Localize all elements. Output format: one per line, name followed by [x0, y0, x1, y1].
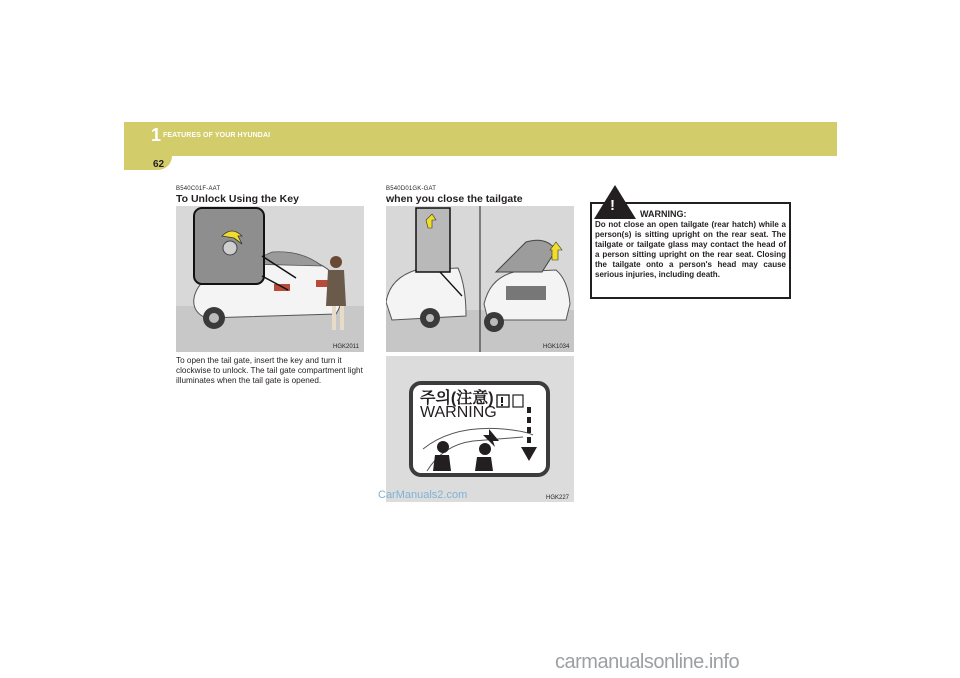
- warning-sticker-korean: 주의(注意): [420, 390, 494, 407]
- watermark-carmanuals2[interactable]: CarManuals2.com: [378, 489, 468, 501]
- left-section-heading: To Unlock Using the Key: [176, 193, 299, 205]
- watermark-carmanualsonline[interactable]: carmanualsonline.info: [555, 651, 740, 673]
- unlock-key-illustration: [176, 206, 364, 352]
- page-number: 62: [153, 159, 165, 170]
- left-image-caption: HGK2011: [333, 344, 359, 350]
- middle-image-caption-1: HGK1034: [543, 344, 570, 350]
- chapter-title: FEATURES OF YOUR HYUNDAI: [163, 132, 271, 139]
- warning-symbol: !: [610, 197, 615, 214]
- warning-text: Do not close an open tailgate (rear hatch) while a person(s) is sitting upright on the rear seat. The tailgate or tailgate glass may contact the head of a person sitting upright on the rear seat. Closing the tailgate onto a person's head may cause serious injuries, including death.: [595, 220, 786, 279]
- chapter-number: 1: [151, 125, 162, 145]
- warning-title: WARNING:: [640, 209, 687, 219]
- page-number-tab: [124, 156, 172, 170]
- tailgate-illustration: [386, 206, 574, 352]
- left-section-body: To open the tail gate, insert the key and turn it clockwise to unlock. The tail gate compartment light illuminates when the tail gate is opened.: [176, 356, 363, 385]
- left-section-code: B540C01F-AAT: [176, 186, 221, 192]
- middle-section-code: B540D01GK-GAT: [386, 186, 437, 192]
- middle-image-caption-2: HGK227: [546, 495, 570, 501]
- middle-section-heading: when you close the tailgate: [386, 193, 523, 205]
- header-band: [124, 122, 837, 156]
- warning-sticker-english: WARNING: [420, 404, 497, 421]
